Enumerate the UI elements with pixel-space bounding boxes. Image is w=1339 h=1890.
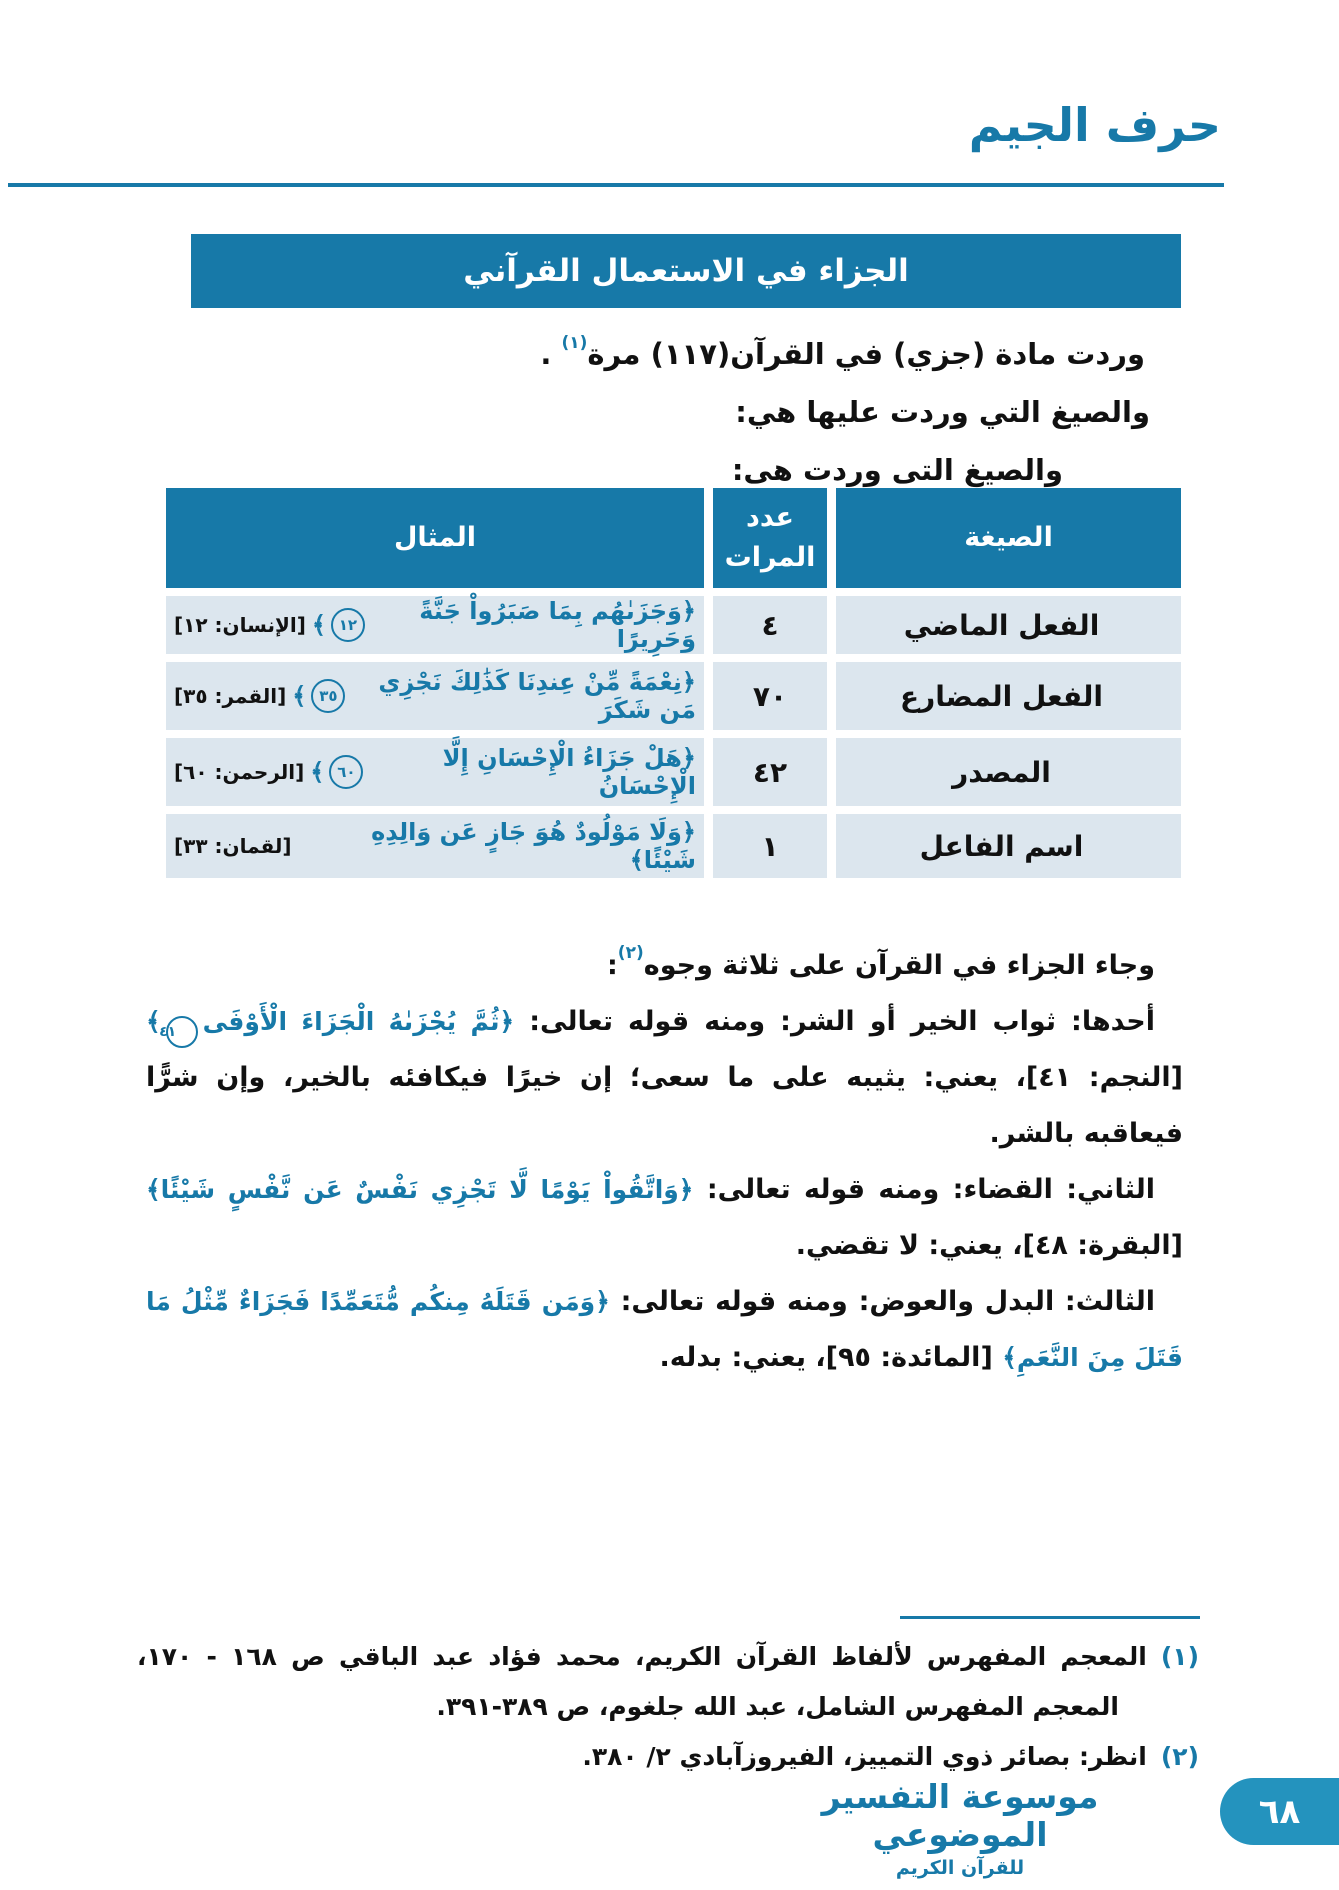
table-row-example — [166, 814, 704, 878]
intro-line-occurrences — [148, 314, 1183, 383]
aspect-1-tail: [النجم: ٤١]، يعني: يثيبه على ما سعى؛ إن خيرًا فيكافئه بالخير، وإن شرًّا فيعاقبه بالشر. — [146, 1062, 1183, 1149]
quran-verse: ﴿نِعْمَةً مِّنْ عِندِنَا كَذَٰلِكَ نَجْزِي مَن شَكَرَ — [378, 668, 696, 724]
chapter-header-calligraphy: حرف الجيم — [968, 98, 1221, 152]
quran-verse: ﴿وَاتَّقُواْ يَوْمًا لَّا تَجْزِي نَفْسٌ عَن نَّفْسٍ شَيْئًا﴾ — [146, 1175, 694, 1204]
table-row-count: ١ — [713, 814, 827, 878]
page-number: ٦٨ — [1258, 1791, 1301, 1832]
aya-number-medallion: ٦٠ — [329, 755, 363, 789]
quran-verse: ﴿هَلْ جَزَاءُ الْإِحْسَانِ إِلَّا الْإِحْسَانُ — [442, 744, 696, 800]
table-row-example — [166, 596, 704, 654]
aspect-2-lead: الثاني: القضاء: ومنه قوله تعالى: — [693, 1174, 1156, 1205]
aspect-3-lead: الثالث: البدل والعوض: ومنه قوله تعالى: — [609, 1286, 1155, 1317]
footnote-2 — [137, 1732, 1199, 1782]
three-aspects-colon: : — [606, 950, 618, 981]
footnote-1 — [137, 1632, 1199, 1732]
intro-block — [148, 314, 1183, 499]
quran-verse: ﴿وَمَن قَتَلَهُ مِنكُم مُّتَعَمِّدًا فَجَزَاءٌ مِّثْلُ مَا قَتَلَ مِنَ النَّعَمِ﴾ — [146, 1287, 1183, 1372]
table-header-form: الصيغة — [836, 488, 1181, 588]
table-row-form: الفعل الماضي — [836, 596, 1181, 654]
quran-verse: ﴿وَلَا مَوْلُودٌ هُوَ جَازٍ عَن وَالِدِهِ شَيْئًا﴾ — [371, 818, 696, 874]
table-header-example: المثال — [166, 488, 704, 588]
intro-line-forms-2: والصيغ التى وردت هى: — [731, 453, 1063, 487]
verse-reference: [الرحمن: ٦٠] — [174, 760, 305, 784]
page-number-badge — [1220, 1778, 1339, 1845]
three-aspects-line — [146, 925, 1183, 994]
aya-number-medallion: ١٢ — [331, 608, 365, 642]
aspect-1-lead: أحدها: ثواب الخير أو الشر: ومنه قوله تعالى: — [514, 1006, 1155, 1037]
verse-reference: [القمر: ٣٥] — [174, 684, 287, 708]
explanation-block — [146, 925, 1183, 1386]
encyclopedia-logo — [805, 1778, 1115, 1880]
table-row-form: الفعل المضارع — [836, 662, 1181, 730]
three-aspects-text: وجاء الجزاء في القرآن على ثلاثة وجوه — [643, 950, 1155, 981]
verse-reference: [لقمان: ٣٣] — [174, 834, 292, 858]
table-row-count: ٤ — [713, 596, 827, 654]
footnote-divider-rule — [900, 1616, 1200, 1619]
footnotes-block — [137, 1632, 1199, 1782]
table-header-count: عدد المرات — [713, 488, 827, 588]
footnote-2-marker: (٢) — [1160, 1742, 1199, 1771]
intro-line1-period: . — [540, 337, 562, 371]
intro-line-forms-1: والصيغ التي وردت عليها هي: — [735, 395, 1150, 429]
footnote-2-text: انظر: بصائر ذوي التمييز، الفيروزآبادي ٢/ ٣٨٠. — [582, 1742, 1147, 1771]
table-row-form: اسم الفاعل — [836, 814, 1181, 878]
verse-close-bracket: ﴾ — [292, 682, 307, 710]
logo-title: موسوعة التفسير الموضوعي — [821, 1777, 1099, 1854]
aspect-paragraph-2 — [146, 1162, 1183, 1274]
table-row-example — [166, 662, 704, 730]
verse-close-bracket: ﴾ — [311, 611, 326, 639]
verse-reference: [الإنسان: ١٢] — [174, 613, 306, 637]
logo-subtitle: للقرآن الكريم — [895, 1856, 1025, 1879]
footnote-ref-2: (٢) — [617, 943, 644, 963]
aspect-3-tail: [المائدة: ٩٥]، يعني: بدله. — [659, 1342, 1003, 1373]
aya-number-medallion: ٣٥ — [311, 679, 345, 713]
quran-verse: ﴿ثُمَّ يُجْزَىٰهُ الْجَزَاءَ الْأَوْفَى — [202, 1007, 515, 1036]
aspect-2-tail: [البقرة: ٤٨]، يعني: لا تقضي. — [795, 1230, 1183, 1261]
footnote-ref-1: (١) — [561, 333, 588, 353]
footnote-1-text: المعجم المفهرس لألفاظ القرآن الكريم، محمد فؤاد عبد الباقي ص ١٦٨ - ١٧٠، المعجم المفهرس الشامل، عبد الله جلغوم، ص ٣٨٩-٣٩١. — [137, 1642, 1147, 1721]
forms-table — [166, 488, 1181, 878]
aspect-paragraph-3 — [146, 1274, 1183, 1386]
aspect-paragraph-1 — [146, 994, 1183, 1162]
table-row-count: ٤٢ — [713, 738, 827, 806]
table-row-form: المصدر — [836, 738, 1181, 806]
quran-verse: ﴿وَجَزَىٰهُم بِمَا صَبَرُواْ جَنَّةً وَحَرِيرًا — [419, 597, 696, 653]
section-title: الجزاء في الاستعمال القرآني — [463, 253, 909, 289]
table-row-example — [166, 738, 704, 806]
table-row-count: ٧٠ — [713, 662, 827, 730]
verse-close-bracket: ﴾ — [146, 1007, 161, 1036]
header-divider-rule — [8, 183, 1224, 187]
verse-close-bracket: ﴾ — [310, 758, 325, 786]
aya-number-medallion: ٤١ — [166, 1016, 198, 1048]
footnote-1-marker: (١) — [1160, 1642, 1199, 1671]
section-title-bar — [191, 234, 1181, 308]
intro-line1-text: وردت مادة (جزي) في القرآن(١١٧) مرة — [587, 337, 1145, 371]
